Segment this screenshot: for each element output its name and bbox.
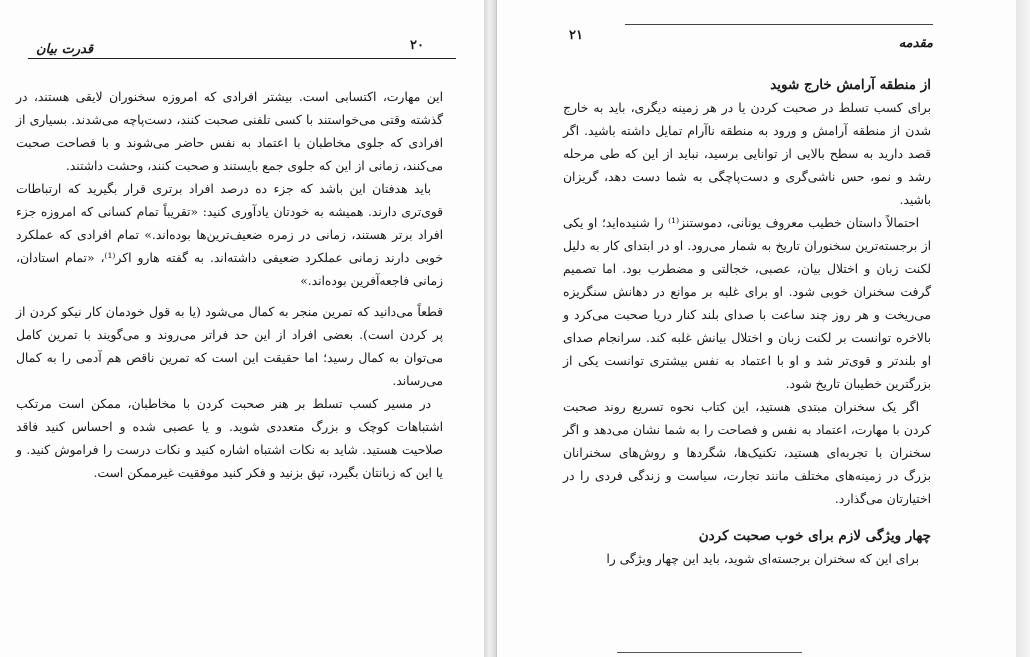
- paragraph: اگر یک سخنران مبتدی هستید، این کتاب نحوه تسریع روند صحبت کردن با مهارت، اعتماد به نفس و فصاحت را به شما نشان می‌دهد و اگر سخنران با تجربه‌ای هستید، تکنیک‌ها، شگردها و روش‌های سخنرانان بزرگ در زمینه‌های مختلف مانند تجارت، سیاست و زندگی فردی را در اختیارتان می‌گذارد.: [563, 400, 931, 506]
- left-page-body: [16, 86, 443, 485]
- right-page: [496, 0, 1017, 657]
- page-number: ۲۱: [569, 28, 583, 43]
- left-page-header: [28, 38, 456, 59]
- page-edge: [1016, 0, 1030, 657]
- section-heading: چهار ویژگی لازم برای خوب صحبت کردن: [698, 528, 931, 544]
- page-number: ۲۰: [410, 38, 424, 53]
- footnote-rule: [617, 652, 802, 653]
- paragraph: برای کسب تسلط در صحبت کردن یا در هر زمینه دیگری، باید به خارج شدن از منطقه آرامش و ورود به منطقه ناآرام تمایل داشته باشید. اگر قصد دارید به سطح بالایی از توانایی برسید، نباید از این که طی مرحله رشد و نمو، حس ناشی‌گری و دست‌پاچگی به شما دست دهد، گریزان باشید.: [563, 101, 931, 207]
- header-rule: [625, 24, 933, 25]
- running-title: قدرت بیان: [36, 42, 94, 57]
- section-heading: از منطقه آرامش خارج شوید: [770, 77, 931, 93]
- book-gutter: [484, 0, 496, 657]
- right-page-body: [563, 74, 931, 571]
- paragraph: این مهارت، اکتسابی است. بیشتر افرادی که امروزه سخنوران لایقی هستند، در گذشته وقتی می‌خواستند با کسی تلفنی صحبت کنند، دست‌پاچه می‌شدند. بسیاری از افرادی که جلوی مخاطبان با اعتماد به نفس حاضر می‌شوند و با فصاحت صحبت می‌کنند، زمانی از این که جلوی جمع بایستند و صحبت کنند، وحشت داشتند.: [16, 90, 443, 173]
- right-page-header: [569, 28, 933, 51]
- paragraph: برای این که سخنران برجسته‌ای شوید، باید این چهار ویژگی را: [606, 552, 919, 566]
- running-title: مقدمه: [898, 36, 933, 51]
- paragraph: در مسیر کسب تسلط بر هنر صحبت کردن با مخاطبان، ممکن است مرتکب اشتباهات کوچک و بزرگ متعددی شوید. و یا عصبی شده و احساس کنید فاقد صلاحیت هستید. شاید به نکات اشتباه اشاره کنید و نکات درست را فراموش کنید. و یا این که زبانتان بگیرد، تپق بزنید و فکر کنید موفقیت غیرممکن است.: [16, 397, 443, 480]
- paragraph: باید هدفتان این باشد که جزء ده درصد افراد برتری قرار بگیرید که ارتباطات قوی‌تری دارند. همیشه به خودتان یادآوری کنید: «تقریباً تمام کسانی که امروزه جزء افراد برتر هستند، زمانی در زمره ضعیف‌ترین‌ها بوده‌اند.» تمام افرادی که عملکرد خوبی دارند زمانی عملکرد ضعیفی داشته‌اند. به گفته هارو اکر⁽¹⁾، «تمام استادان، زمانی فاجعه‌آفرین بوده‌اند.»: [16, 182, 444, 288]
- paragraph: قطعاً می‌دانید که تمرین منجر به کمال می‌شود (یا به قول خودمان کار نیکو کردن از پر کردن است). بعضی افراد از این حد فراتر می‌روند و می‌گویند با تمرین کامل می‌توان به کمال رسید؛ اما حقیقت این است که تمرین ناقص هم آدمی را به کمال می‌رساند.: [16, 305, 443, 388]
- paragraph: احتمالاً داستان خطیب معروف یونانی، دموستنز⁽¹⁾ را شنیده‌اید؛ او یکی از برجسته‌ترین سخنوران تاریخ به شمار می‌رود. او در ابتدای کار به دلیل لکنت زبان و اختلال بیان، عصبی، خجالتی و مضطرب بود. اما تصمیم گرفت سخنران خوبی شود. او برای غلبه بر موانع در دهانش سنگریزه می‌ریخت و هر روز چند ساعت با صدای بلند کنار دریا صحبت می‌کرد و بالاخره توانست بر لکنت زبان و اختلال بیانش غلبه کند. سرانجام صدای او بلندتر و قوی‌تر شد و او با اعتماد به نفس بیشتری توانست یکی از بزرگترین خطیبان تاریخ شود.: [563, 216, 931, 391]
- left-page: [0, 0, 485, 657]
